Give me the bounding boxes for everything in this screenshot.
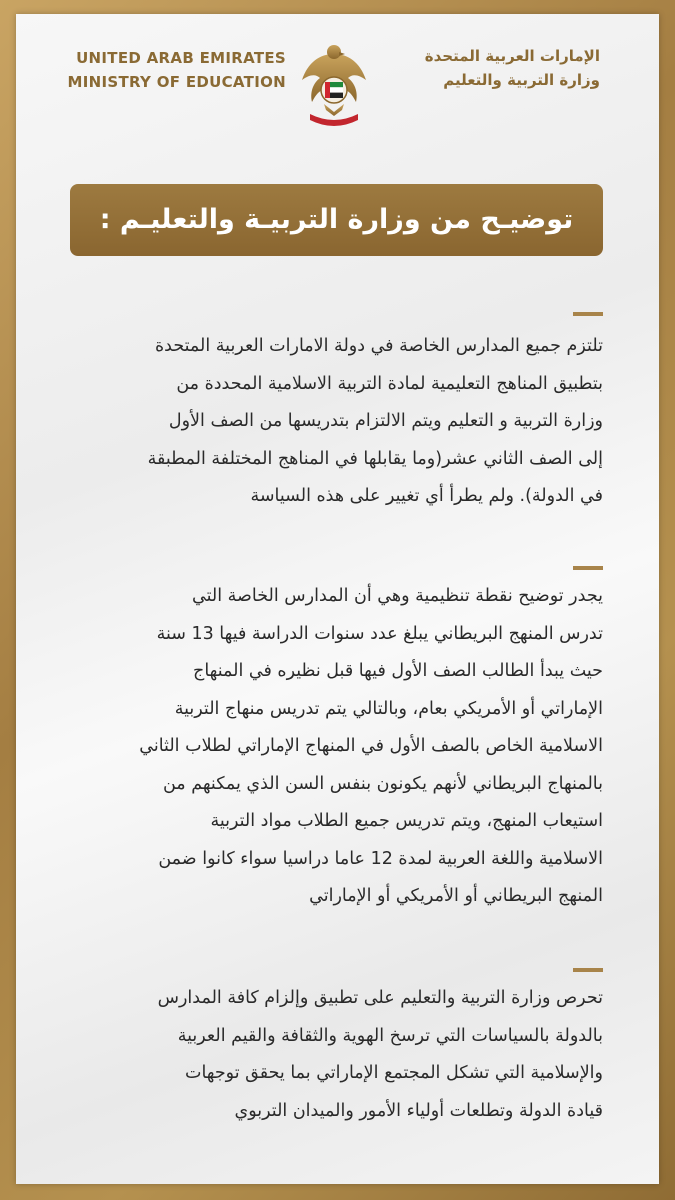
- section-divider: [573, 566, 603, 570]
- uae-falcon-emblem-icon: [298, 40, 370, 126]
- paragraph-line: بالمنهاج البريطاني لأنهم يكونون بنفس السن الذي يمكنهم من: [162, 773, 603, 794]
- header-arabic-country: الإمارات العربية المتحدة: [424, 47, 600, 65]
- paragraph-line: بتطبيق المناهج التعليمية لمادة التربية الاسلامية المحددة من: [176, 373, 603, 394]
- paragraph-line: حيث يبدأ الطالب الصف الأول فيها قبل نظيره في المنهاج: [193, 661, 603, 681]
- paragraph-line: الاسلامية الخاص بالصف الأول في المنهاج الإماراتي لطلاب الثاني: [139, 736, 603, 756]
- header-arabic-ministry: وزارة التربية والتعليم: [443, 71, 600, 89]
- header-arabic: [380, 44, 600, 92]
- section-divider: [573, 312, 603, 316]
- page-title: توضيـح من وزارة التربيـة والتعليـم :: [99, 204, 574, 235]
- paragraph-line: المنهج البريطاني أو الأمريكي أو الإماراتي: [309, 886, 603, 906]
- paragraph-line: تلتزم جميع المدارس الخاصة في دولة الامارات العربية المتحدة: [154, 336, 603, 356]
- paragraph-line: والإسلامية التي تشكل المجتمع الإماراتي بما يحقق توجهات: [184, 1063, 603, 1083]
- header-english-country: UNITED ARAB EMIRATES: [76, 49, 286, 67]
- header-english-ministry: MINISTRY OF EDUCATION: [67, 73, 286, 91]
- paragraph-line: الإماراتي أو الأمريكي بعام، وبالتالي يتم تدريس منهاج التربية: [174, 698, 603, 719]
- header-english: [56, 46, 286, 94]
- paragraph-line: بالدولة بالسياسات التي ترسخ الهوية والثقافة والقيم العربية: [177, 1025, 603, 1046]
- paragraph-line: استيعاب المنهج، ويتم تدريس جميع الطلاب مواد التربية: [210, 811, 603, 831]
- paragraph-line: تدرس المنهج البريطاني يبلغ عدد سنوات الدراسة فيها 13 سنة: [156, 623, 603, 644]
- paragraph-line: وزارة التربية و التعليم ويتم الالتزام بتدريسها من الصف الأول: [168, 411, 603, 431]
- section-divider: [573, 968, 603, 972]
- title-banner: [70, 184, 603, 256]
- paragraph-1: [72, 328, 603, 516]
- paragraph-line: قيادة الدولة وتطلعات أولياء الأمور والميدان التربوي: [234, 1100, 603, 1121]
- paragraph-2: [72, 578, 603, 916]
- paragraph-line: في الدولة). ولم يطرأ أي تغيير على هذه السياسة: [250, 486, 603, 506]
- paragraph-line: إلى الصف الثاني عشر(وما يقابلها في المناهج المختلفة المطبقة: [147, 448, 603, 469]
- paragraph-line: تحرص وزارة التربية والتعليم على تطبيق وإلزام كافة المدارس: [157, 988, 603, 1008]
- paragraph-3: [72, 980, 603, 1130]
- paragraph-line: الاسلامية واللغة العربية لمدة 12 عاما دراسيا سواء كانوا ضمن: [158, 848, 603, 869]
- paragraph-line: يجدر توضيح نقطة تنظيمية وهي أن المدارس الخاصة التي: [192, 586, 603, 606]
